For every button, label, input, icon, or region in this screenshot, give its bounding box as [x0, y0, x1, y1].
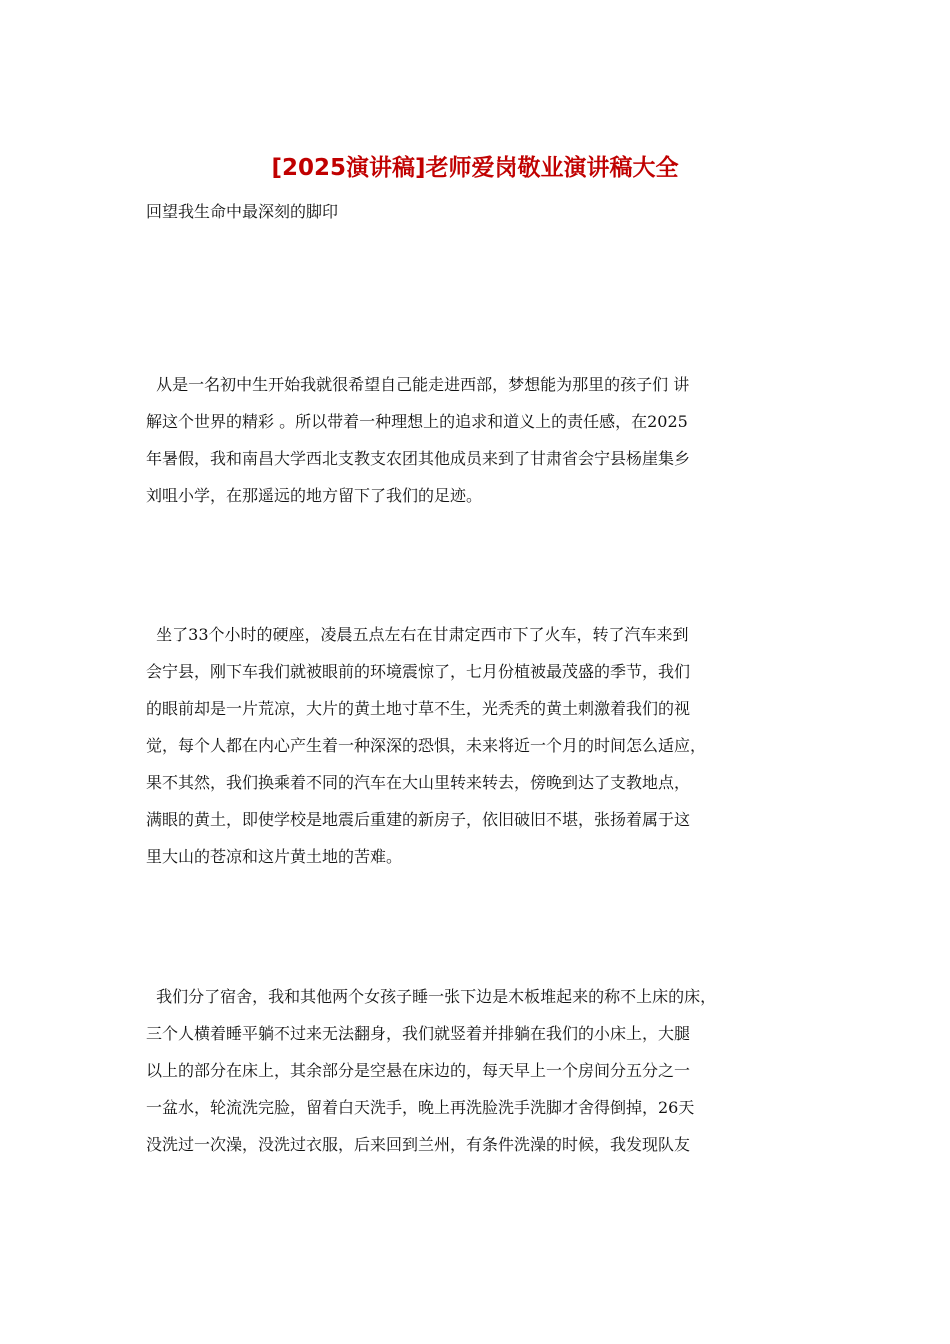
paragraph-line: 刘咀小学，在那遥远的地方留下了我们的足迹。	[146, 486, 483, 505]
paragraph-line: 以上的部分在床上，其余部分是空悬在床边的，每天早上一个房间分五分之一	[146, 1061, 691, 1080]
paragraph-line: 果不其然，我们换乘着不同的汽车在大山里转来转去，傍晚到达了支教地点，	[146, 773, 691, 792]
document-subtitle: 回望我生命中最深刻的脚印	[146, 202, 339, 221]
paragraph-line: 里大山的苍凉和这片黄土地的苦难。	[146, 847, 403, 866]
paragraph-line: 没洗过一次澡，没洗过衣服，后来回到兰州，有条件洗澡的时候，我发现队友	[146, 1135, 691, 1154]
paragraph-line: 从是一名初中生开始我就很希望自己能走进西部，梦想能为那里的孩子们 讲	[146, 375, 690, 394]
paragraph-line: 解这个世界的精彩 。所以带着一种理想上的追求和道义上的责任感，在2025	[146, 412, 688, 431]
paragraph-2	[146, 616, 826, 875]
paragraph-line: 一盆水，轮流洗完脸，留着白天洗手，晚上再洗脸洗手洗脚才舍得倒掉，26天	[146, 1098, 695, 1117]
paragraph-line: 年暑假，我和南昌大学西北支教支农团其他成员来到了甘肃省会宁县杨崖集乡	[146, 449, 691, 468]
paragraph-line: 我们分了宿舍，我和其他两个女孩子睡一张下边是木板堆起来的称不上床的床，	[146, 987, 717, 1006]
paragraph-line: 的眼前却是一片荒凉，大片的黄土地寸草不生，光秃秃的黄土刺激着我们的视	[146, 699, 691, 718]
paragraph-3	[146, 978, 826, 1163]
paragraph-line: 觉，每个人都在内心产生着一种深深的恐惧，未来将近一个月的时间怎么适应，	[146, 736, 707, 755]
paragraph-line: 坐了33个小时的硬座，凌晨五点左右在甘肃定西市下了火车，转了汽车来到	[146, 625, 689, 644]
paragraph-line: 会宁县，刚下车我们就被眼前的环境震惊了，七月份植被最茂盛的季节，我们	[146, 662, 691, 681]
paragraph-line: 满眼的黄土，即使学校是地震后重建的新房子，依旧破旧不堪，张扬着属于这	[146, 810, 691, 829]
document-title: [2025演讲稿]老师爱岗敬业演讲稿大全	[271, 155, 679, 181]
paragraph-line: 三个人横着睡平躺不过来无法翻身，我们就竖着并排躺在我们的小床上，大腿	[146, 1024, 691, 1043]
paragraph-1	[146, 366, 826, 514]
